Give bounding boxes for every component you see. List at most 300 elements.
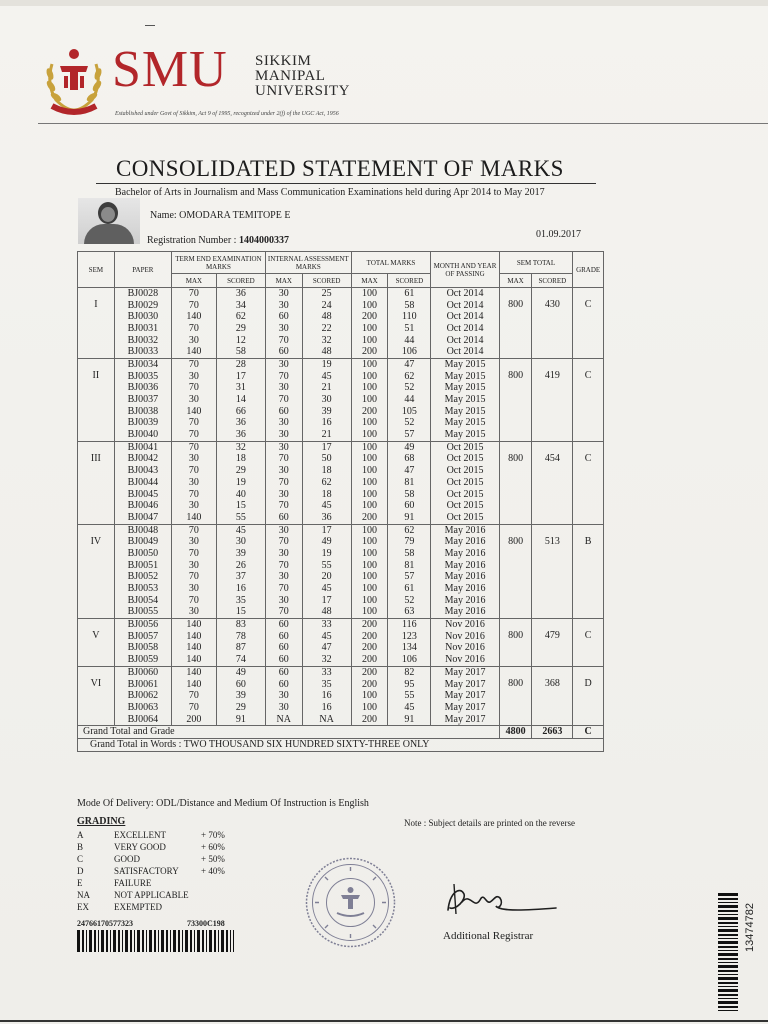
internal-max: 60: [265, 654, 302, 666]
grand-total-words-row: [78, 739, 604, 752]
paper-code: BJ0048: [114, 524, 171, 536]
internal-max: 30: [265, 572, 302, 584]
semester-total-scored: 419: [532, 359, 573, 442]
total-max: 100: [351, 583, 388, 595]
semester-label: II: [78, 359, 115, 442]
page-bottom-edge: [0, 1020, 768, 1022]
term-max: 70: [171, 288, 216, 300]
term-scored: 29: [216, 702, 265, 714]
paper-code: BJ0058: [114, 643, 171, 655]
semester-total-max: 800: [499, 359, 532, 442]
header-internal: INTERNAL ASSESSMENT MARKS: [265, 252, 351, 274]
internal-max: 60: [265, 667, 302, 679]
paper-code: BJ0055: [114, 607, 171, 619]
internal-max: 30: [265, 288, 302, 300]
university-name-line: UNIVERSITY: [255, 83, 350, 99]
table-row: [78, 359, 604, 371]
total-scored: 57: [388, 429, 431, 441]
total-max: 100: [351, 371, 388, 383]
total-scored: 55: [388, 690, 431, 702]
paper-code: BJ0063: [114, 702, 171, 714]
paper-code: BJ0053: [114, 583, 171, 595]
grading-row: [77, 829, 277, 841]
total-max: 200: [351, 654, 388, 666]
term-scored: 30: [216, 536, 265, 548]
total-scored: 51: [388, 323, 431, 335]
month-of-passing: Oct 2015: [431, 500, 499, 512]
total-max: 200: [351, 311, 388, 323]
term-max: 140: [171, 311, 216, 323]
grade-code: C: [77, 854, 84, 864]
internal-max: 70: [265, 477, 302, 489]
month-of-passing: May 2016: [431, 536, 499, 548]
internal-max: 60: [265, 619, 302, 631]
header-scored: SCORED: [388, 274, 431, 288]
month-of-passing: May 2015: [431, 371, 499, 383]
term-scored: 37: [216, 572, 265, 584]
semester-label: VI: [78, 667, 115, 726]
month-of-passing: Oct 2014: [431, 300, 499, 312]
paper-code: BJ0054: [114, 595, 171, 607]
total-max: 100: [351, 465, 388, 477]
internal-max: 70: [265, 394, 302, 406]
total-max: 200: [351, 631, 388, 643]
total-max: 100: [351, 454, 388, 466]
total-scored: 116: [388, 619, 431, 631]
paper-code: BJ0052: [114, 572, 171, 584]
internal-max: 30: [265, 548, 302, 560]
term-scored: 49: [216, 667, 265, 679]
title-underline: [96, 183, 596, 184]
month-of-passing: May 2017: [431, 714, 499, 726]
grade-threshold: + 50%: [201, 854, 225, 864]
paper-code: BJ0030: [114, 311, 171, 323]
term-scored: 15: [216, 500, 265, 512]
term-scored: 14: [216, 394, 265, 406]
internal-scored: 18: [302, 465, 351, 477]
paper-code: BJ0041: [114, 441, 171, 453]
grade-code: B: [77, 842, 84, 852]
paper-code: BJ0059: [114, 654, 171, 666]
term-max: 70: [171, 429, 216, 441]
total-max: 100: [351, 489, 388, 501]
total-scored: 44: [388, 335, 431, 347]
term-scored: 39: [216, 548, 265, 560]
semester-label: V: [78, 619, 115, 667]
paper-code: BJ0044: [114, 477, 171, 489]
grand-total-max: 4800: [499, 726, 532, 739]
mode-of-delivery: Mode Of Delivery: ODL/Distance and Medium Of Instruction is English: [77, 798, 369, 809]
term-max: 140: [171, 346, 216, 358]
total-scored: 105: [388, 406, 431, 418]
total-max: 100: [351, 560, 388, 572]
paper-code: BJ0029: [114, 300, 171, 312]
month-of-passing: Oct 2015: [431, 441, 499, 453]
internal-scored: 25: [302, 288, 351, 300]
total-max: 100: [351, 572, 388, 584]
grade-description: EXEMPTED: [114, 902, 162, 912]
header-scored: SCORED: [302, 274, 351, 288]
month-of-passing: May 2015: [431, 394, 499, 406]
semester-grade: C: [573, 288, 604, 359]
internal-scored: 21: [302, 383, 351, 395]
grading-row: [77, 865, 277, 877]
term-scored: 87: [216, 643, 265, 655]
term-max: 200: [171, 714, 216, 726]
internal-scored: 16: [302, 690, 351, 702]
term-max: 30: [171, 335, 216, 347]
internal-max: 60: [265, 679, 302, 691]
grading-row: [77, 889, 277, 901]
grading-row: [77, 877, 277, 889]
internal-scored: 45: [302, 371, 351, 383]
semester-grade: D: [573, 667, 604, 726]
brand-logotype: SMU: [112, 41, 228, 98]
internal-scored: 48: [302, 346, 351, 358]
semester-grade: C: [573, 619, 604, 667]
month-of-passing: May 2015: [431, 429, 499, 441]
registration-number: [147, 235, 289, 246]
internal-max: 70: [265, 607, 302, 619]
term-scored: 36: [216, 418, 265, 430]
term-max: 140: [171, 619, 216, 631]
term-max: 30: [171, 607, 216, 619]
internal-max: 60: [265, 643, 302, 655]
paper-code: BJ0051: [114, 560, 171, 572]
header-term-end: TERM END EXAMINATION MARKS: [171, 252, 265, 274]
internal-scored: 32: [302, 654, 351, 666]
term-scored: 62: [216, 311, 265, 323]
term-scored: 91: [216, 714, 265, 726]
paper-code: BJ0057: [114, 631, 171, 643]
term-max: 140: [171, 654, 216, 666]
month-of-passing: Oct 2014: [431, 335, 499, 347]
term-scored: 55: [216, 512, 265, 524]
header-paper: PAPER: [114, 252, 171, 288]
grade-description: EXCELLENT: [114, 830, 166, 840]
grade-description: GOOD: [114, 854, 140, 864]
paper-code: BJ0035: [114, 371, 171, 383]
vertical-barcode-icon: [718, 893, 738, 1011]
month-of-passing: Oct 2015: [431, 512, 499, 524]
total-scored: 47: [388, 359, 431, 371]
month-of-passing: May 2015: [431, 359, 499, 371]
paper-code: BJ0038: [114, 406, 171, 418]
term-scored: 16: [216, 583, 265, 595]
total-scored: 91: [388, 714, 431, 726]
term-max: 70: [171, 323, 216, 335]
paper-code: BJ0031: [114, 323, 171, 335]
internal-max: 70: [265, 583, 302, 595]
paper-code: BJ0028: [114, 288, 171, 300]
header-max: MAX: [265, 274, 302, 288]
grade-description: NOT APPLICABLE: [114, 890, 189, 900]
total-scored: 58: [388, 300, 431, 312]
internal-scored: 45: [302, 631, 351, 643]
scan-mark: [145, 25, 155, 26]
total-max: 100: [351, 702, 388, 714]
term-scored: 39: [216, 690, 265, 702]
semester-total-max: 800: [499, 619, 532, 667]
internal-scored: 62: [302, 477, 351, 489]
total-scored: 44: [388, 394, 431, 406]
grade-threshold: + 70%: [201, 830, 225, 840]
university-name-line: SIKKIM: [255, 53, 312, 69]
month-of-passing: Oct 2014: [431, 311, 499, 323]
semester-total-scored: 454: [532, 441, 573, 524]
term-max: 140: [171, 667, 216, 679]
internal-scored: 47: [302, 643, 351, 655]
semester-label: III: [78, 441, 115, 524]
total-scored: 82: [388, 667, 431, 679]
month-of-passing: Oct 2014: [431, 323, 499, 335]
term-max: 70: [171, 548, 216, 560]
paper-code: BJ0040: [114, 429, 171, 441]
grade-code: A: [77, 830, 84, 840]
internal-scored: 33: [302, 667, 351, 679]
month-of-passing: Nov 2016: [431, 619, 499, 631]
total-max: 200: [351, 714, 388, 726]
internal-max: 30: [265, 441, 302, 453]
internal-scored: 17: [302, 524, 351, 536]
term-scored: 26: [216, 560, 265, 572]
term-max: 70: [171, 359, 216, 371]
term-max: 140: [171, 643, 216, 655]
month-of-passing: May 2017: [431, 667, 499, 679]
total-scored: 95: [388, 679, 431, 691]
header-sem: SEM: [78, 252, 115, 288]
internal-max: 60: [265, 406, 302, 418]
term-scored: 19: [216, 477, 265, 489]
total-scored: 62: [388, 371, 431, 383]
grand-total-label: Grand Total and Grade: [78, 726, 500, 739]
semester-grade: B: [573, 524, 604, 619]
total-scored: 49: [388, 441, 431, 453]
semester-total-max: 800: [499, 524, 532, 619]
total-scored: 58: [388, 548, 431, 560]
term-scored: 36: [216, 288, 265, 300]
term-scored: 29: [216, 323, 265, 335]
term-max: 70: [171, 418, 216, 430]
term-scored: 35: [216, 595, 265, 607]
total-max: 100: [351, 429, 388, 441]
grade-code: EX: [77, 902, 89, 912]
internal-scored: 48: [302, 311, 351, 323]
total-max: 100: [351, 300, 388, 312]
university-emblem-icon: [42, 44, 106, 116]
registrar-title: Additional Registrar: [443, 930, 534, 942]
month-of-passing: May 2015: [431, 383, 499, 395]
paper-code: BJ0033: [114, 346, 171, 358]
month-of-passing: May 2015: [431, 406, 499, 418]
header-month-year: MONTH AND YEAR OF PASSING: [431, 252, 499, 288]
internal-max: 70: [265, 371, 302, 383]
semester-total-scored: 368: [532, 667, 573, 726]
internal-max: 30: [265, 702, 302, 714]
total-scored: 106: [388, 346, 431, 358]
term-max: 30: [171, 454, 216, 466]
internal-scored: 30: [302, 394, 351, 406]
month-of-passing: May 2017: [431, 690, 499, 702]
student-photo: [78, 198, 140, 244]
internal-scored: 24: [302, 300, 351, 312]
semester-total-max: 800: [499, 667, 532, 726]
internal-scored: 35: [302, 679, 351, 691]
grade-description: VERY GOOD: [114, 842, 166, 852]
term-scored: 78: [216, 631, 265, 643]
term-max: 30: [171, 560, 216, 572]
total-max: 100: [351, 394, 388, 406]
paper-code: BJ0039: [114, 418, 171, 430]
header-max: MAX: [499, 274, 532, 288]
month-of-passing: May 2016: [431, 595, 499, 607]
grade-threshold: + 40%: [201, 866, 225, 876]
paper-code: BJ0036: [114, 383, 171, 395]
total-max: 200: [351, 346, 388, 358]
term-max: 140: [171, 512, 216, 524]
internal-max: 30: [265, 429, 302, 441]
term-scored: 28: [216, 359, 265, 371]
scan-edge: [0, 0, 768, 6]
term-max: 70: [171, 572, 216, 584]
total-max: 200: [351, 667, 388, 679]
grade-description: FAILURE: [114, 878, 152, 888]
internal-scored: 32: [302, 335, 351, 347]
internal-max: 30: [265, 465, 302, 477]
establishment-note: Established under Govt of Sikkim, Act 9 of 1995, recognized under 2(f) of the UGC Act, 1956: [115, 111, 339, 117]
total-scored: 81: [388, 560, 431, 572]
term-max: 30: [171, 477, 216, 489]
internal-max: 30: [265, 418, 302, 430]
month-of-passing: May 2015: [431, 418, 499, 430]
term-max: 140: [171, 679, 216, 691]
university-name: [255, 54, 350, 99]
name-label: Name:: [150, 210, 177, 221]
internal-scored: 55: [302, 560, 351, 572]
total-scored: 68: [388, 454, 431, 466]
term-max: 30: [171, 536, 216, 548]
grading-title: GRADING: [77, 816, 126, 827]
internal-scored: 18: [302, 489, 351, 501]
paper-code: BJ0034: [114, 359, 171, 371]
term-max: 140: [171, 631, 216, 643]
internal-scored: 19: [302, 548, 351, 560]
paper-code: BJ0060: [114, 667, 171, 679]
header-total-marks: TOTAL MARKS: [351, 252, 431, 274]
registration-label: Registration Number :: [147, 235, 237, 246]
header-scored: SCORED: [216, 274, 265, 288]
term-scored: 17: [216, 371, 265, 383]
total-scored: 47: [388, 465, 431, 477]
term-max: 70: [171, 690, 216, 702]
internal-scored: 16: [302, 418, 351, 430]
marks-table: [77, 251, 604, 752]
internal-max: 30: [265, 323, 302, 335]
internal-max: 30: [265, 300, 302, 312]
total-max: 100: [351, 335, 388, 347]
total-max: 200: [351, 512, 388, 524]
internal-max: 30: [265, 359, 302, 371]
table-row: [78, 441, 604, 453]
semester-label: IV: [78, 524, 115, 619]
term-max: 30: [171, 394, 216, 406]
table-row: [78, 619, 604, 631]
term-scored: 45: [216, 524, 265, 536]
reverse-note: Note : Subject details are printed on the reverse: [404, 818, 575, 828]
term-max: 70: [171, 524, 216, 536]
document-title: CONSOLIDATED STATEMENT OF MARKS: [116, 156, 564, 181]
semester-label: I: [78, 288, 115, 359]
internal-scored: 36: [302, 512, 351, 524]
paper-code: BJ0049: [114, 536, 171, 548]
vertical-barcode-number: 13474782: [744, 903, 756, 952]
paper-code: BJ0046: [114, 500, 171, 512]
issue-date: 01.09.2017: [536, 229, 581, 240]
total-max: 100: [351, 524, 388, 536]
internal-scored: 49: [302, 536, 351, 548]
total-max: 200: [351, 406, 388, 418]
term-scored: 40: [216, 489, 265, 501]
total-max: 100: [351, 383, 388, 395]
document-serial: 73300C198: [187, 919, 225, 928]
month-of-passing: May 2016: [431, 583, 499, 595]
paper-code: BJ0062: [114, 690, 171, 702]
internal-scored: 45: [302, 500, 351, 512]
month-of-passing: May 2017: [431, 702, 499, 714]
total-scored: 123: [388, 631, 431, 643]
total-max: 100: [351, 690, 388, 702]
internal-max: NA: [265, 714, 302, 726]
month-of-passing: May 2016: [431, 607, 499, 619]
semester-total-max: 800: [499, 288, 532, 359]
internal-scored: 22: [302, 323, 351, 335]
month-of-passing: Nov 2016: [431, 631, 499, 643]
total-max: 100: [351, 548, 388, 560]
total-max: 100: [351, 607, 388, 619]
month-of-passing: May 2016: [431, 548, 499, 560]
term-scored: 74: [216, 654, 265, 666]
internal-max: 60: [265, 631, 302, 643]
total-max: 100: [351, 536, 388, 548]
semester-total-max: 800: [499, 441, 532, 524]
total-scored: 106: [388, 654, 431, 666]
internal-scored: 48: [302, 607, 351, 619]
month-of-passing: Nov 2016: [431, 643, 499, 655]
term-scored: 60: [216, 679, 265, 691]
grading-row: [77, 841, 277, 853]
internal-max: 60: [265, 512, 302, 524]
paper-code: BJ0050: [114, 548, 171, 560]
total-max: 100: [351, 595, 388, 607]
total-max: 100: [351, 418, 388, 430]
total-scored: 52: [388, 595, 431, 607]
internal-scored: 17: [302, 595, 351, 607]
total-max: 100: [351, 441, 388, 453]
table-row: [78, 288, 604, 300]
internal-max: 30: [265, 690, 302, 702]
internal-max: 60: [265, 311, 302, 323]
term-max: 70: [171, 441, 216, 453]
paper-code: BJ0061: [114, 679, 171, 691]
semester-grade: C: [573, 441, 604, 524]
name-value: OMODARA TEMITOPE E: [179, 210, 291, 221]
header-divider: [38, 123, 768, 124]
term-scored: 36: [216, 429, 265, 441]
student-name: [150, 210, 290, 221]
grade-threshold: + 60%: [201, 842, 225, 852]
month-of-passing: Oct 2015: [431, 454, 499, 466]
semester-total-scored: 513: [532, 524, 573, 619]
